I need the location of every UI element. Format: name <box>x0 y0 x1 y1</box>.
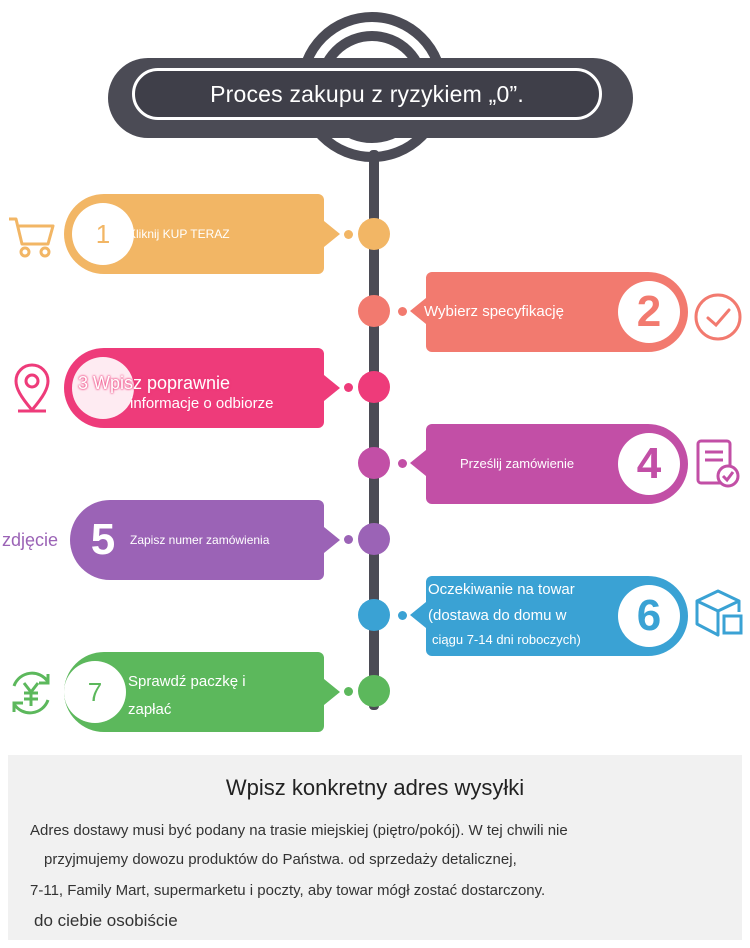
timeline-dot-3 <box>358 371 390 403</box>
step-7-label-line-1: Sprawdź paczkę i <box>128 673 246 690</box>
timeline-dot-4 <box>358 447 390 479</box>
step-6-label-line-1: Oczekiwanie na towar <box>428 581 575 598</box>
document-check-icon <box>694 438 742 495</box>
step-6-label-line-2: (dostawa do domu w <box>428 607 567 624</box>
step-7-number: 7 <box>64 661 126 723</box>
step-6-arrow <box>410 602 426 628</box>
step-7-connector-dot <box>344 687 353 696</box>
step-1-connector-dot <box>344 230 353 239</box>
shipping-note-line-1: Adres dostawy musi być podany na trasie miejskiej (piętro/pokój). W tej chwili nie <box>30 822 568 839</box>
timeline-dot-2 <box>358 295 390 327</box>
step-3-number-label: 3 Wpisz poprawnie <box>78 373 231 393</box>
shipping-note-line-4: do ciebie osobiście <box>34 911 178 930</box>
step-3-label: informacje o odbiorze <box>130 395 274 412</box>
page-title: Proces zakupu z ryzykiem „0”. <box>132 68 602 120</box>
yuan-payment-icon <box>6 668 56 723</box>
location-pin-icon <box>10 362 54 419</box>
step-4-number: 4 <box>618 433 680 495</box>
step-2-label: Wybierz specyfikację <box>424 303 564 320</box>
timeline-dot-5 <box>358 523 390 555</box>
photo-icon: zdjęcie <box>2 530 59 550</box>
step-5-arrow <box>324 527 340 553</box>
timeline-dot-7 <box>358 675 390 707</box>
step-7-arrow <box>324 679 340 705</box>
step-3-connector-dot <box>344 383 353 392</box>
step-3-arrow <box>324 375 340 401</box>
step-7-label-line-2: zapłać <box>128 701 172 718</box>
step-2-connector-dot <box>398 307 407 316</box>
timeline-dot-1 <box>358 218 390 250</box>
timeline-dot-6 <box>358 599 390 631</box>
step-5-label: Zapisz numer zamówienia <box>130 533 270 547</box>
shipping-note-title: Wpisz konkretny adres wysyłki <box>225 775 525 800</box>
check-circle-icon <box>693 292 743 347</box>
step-4-connector-dot <box>398 459 407 468</box>
step-6-label-line-3: ciągu 7-14 dni roboczych) <box>432 632 581 647</box>
shipping-note-line-2: przyjmujemy dowozu produktów do Państwa. od sprzedaży detalicznej, <box>44 851 517 868</box>
step-1-label: Kliknij KUP TERAZ <box>128 227 230 241</box>
step-6-number: 6 <box>618 585 680 647</box>
step-1-arrow <box>324 221 340 247</box>
step-5-connector-dot <box>344 535 353 544</box>
step-4-arrow <box>410 450 426 476</box>
step-4-label: Prześlij zamówienie <box>460 456 575 471</box>
package-box-icon <box>692 586 746 645</box>
shipping-note-line-3: 7-11, Family Mart, supermarketu i poczty, aby towar mógł zostać dostarczony. <box>30 882 546 899</box>
step-1-number: 1 <box>72 203 134 265</box>
step-5-number: 5 <box>90 515 116 564</box>
step-2-number: 2 <box>618 281 680 343</box>
step-6-connector-dot <box>398 611 407 620</box>
shopping-cart-icon <box>6 210 56 265</box>
